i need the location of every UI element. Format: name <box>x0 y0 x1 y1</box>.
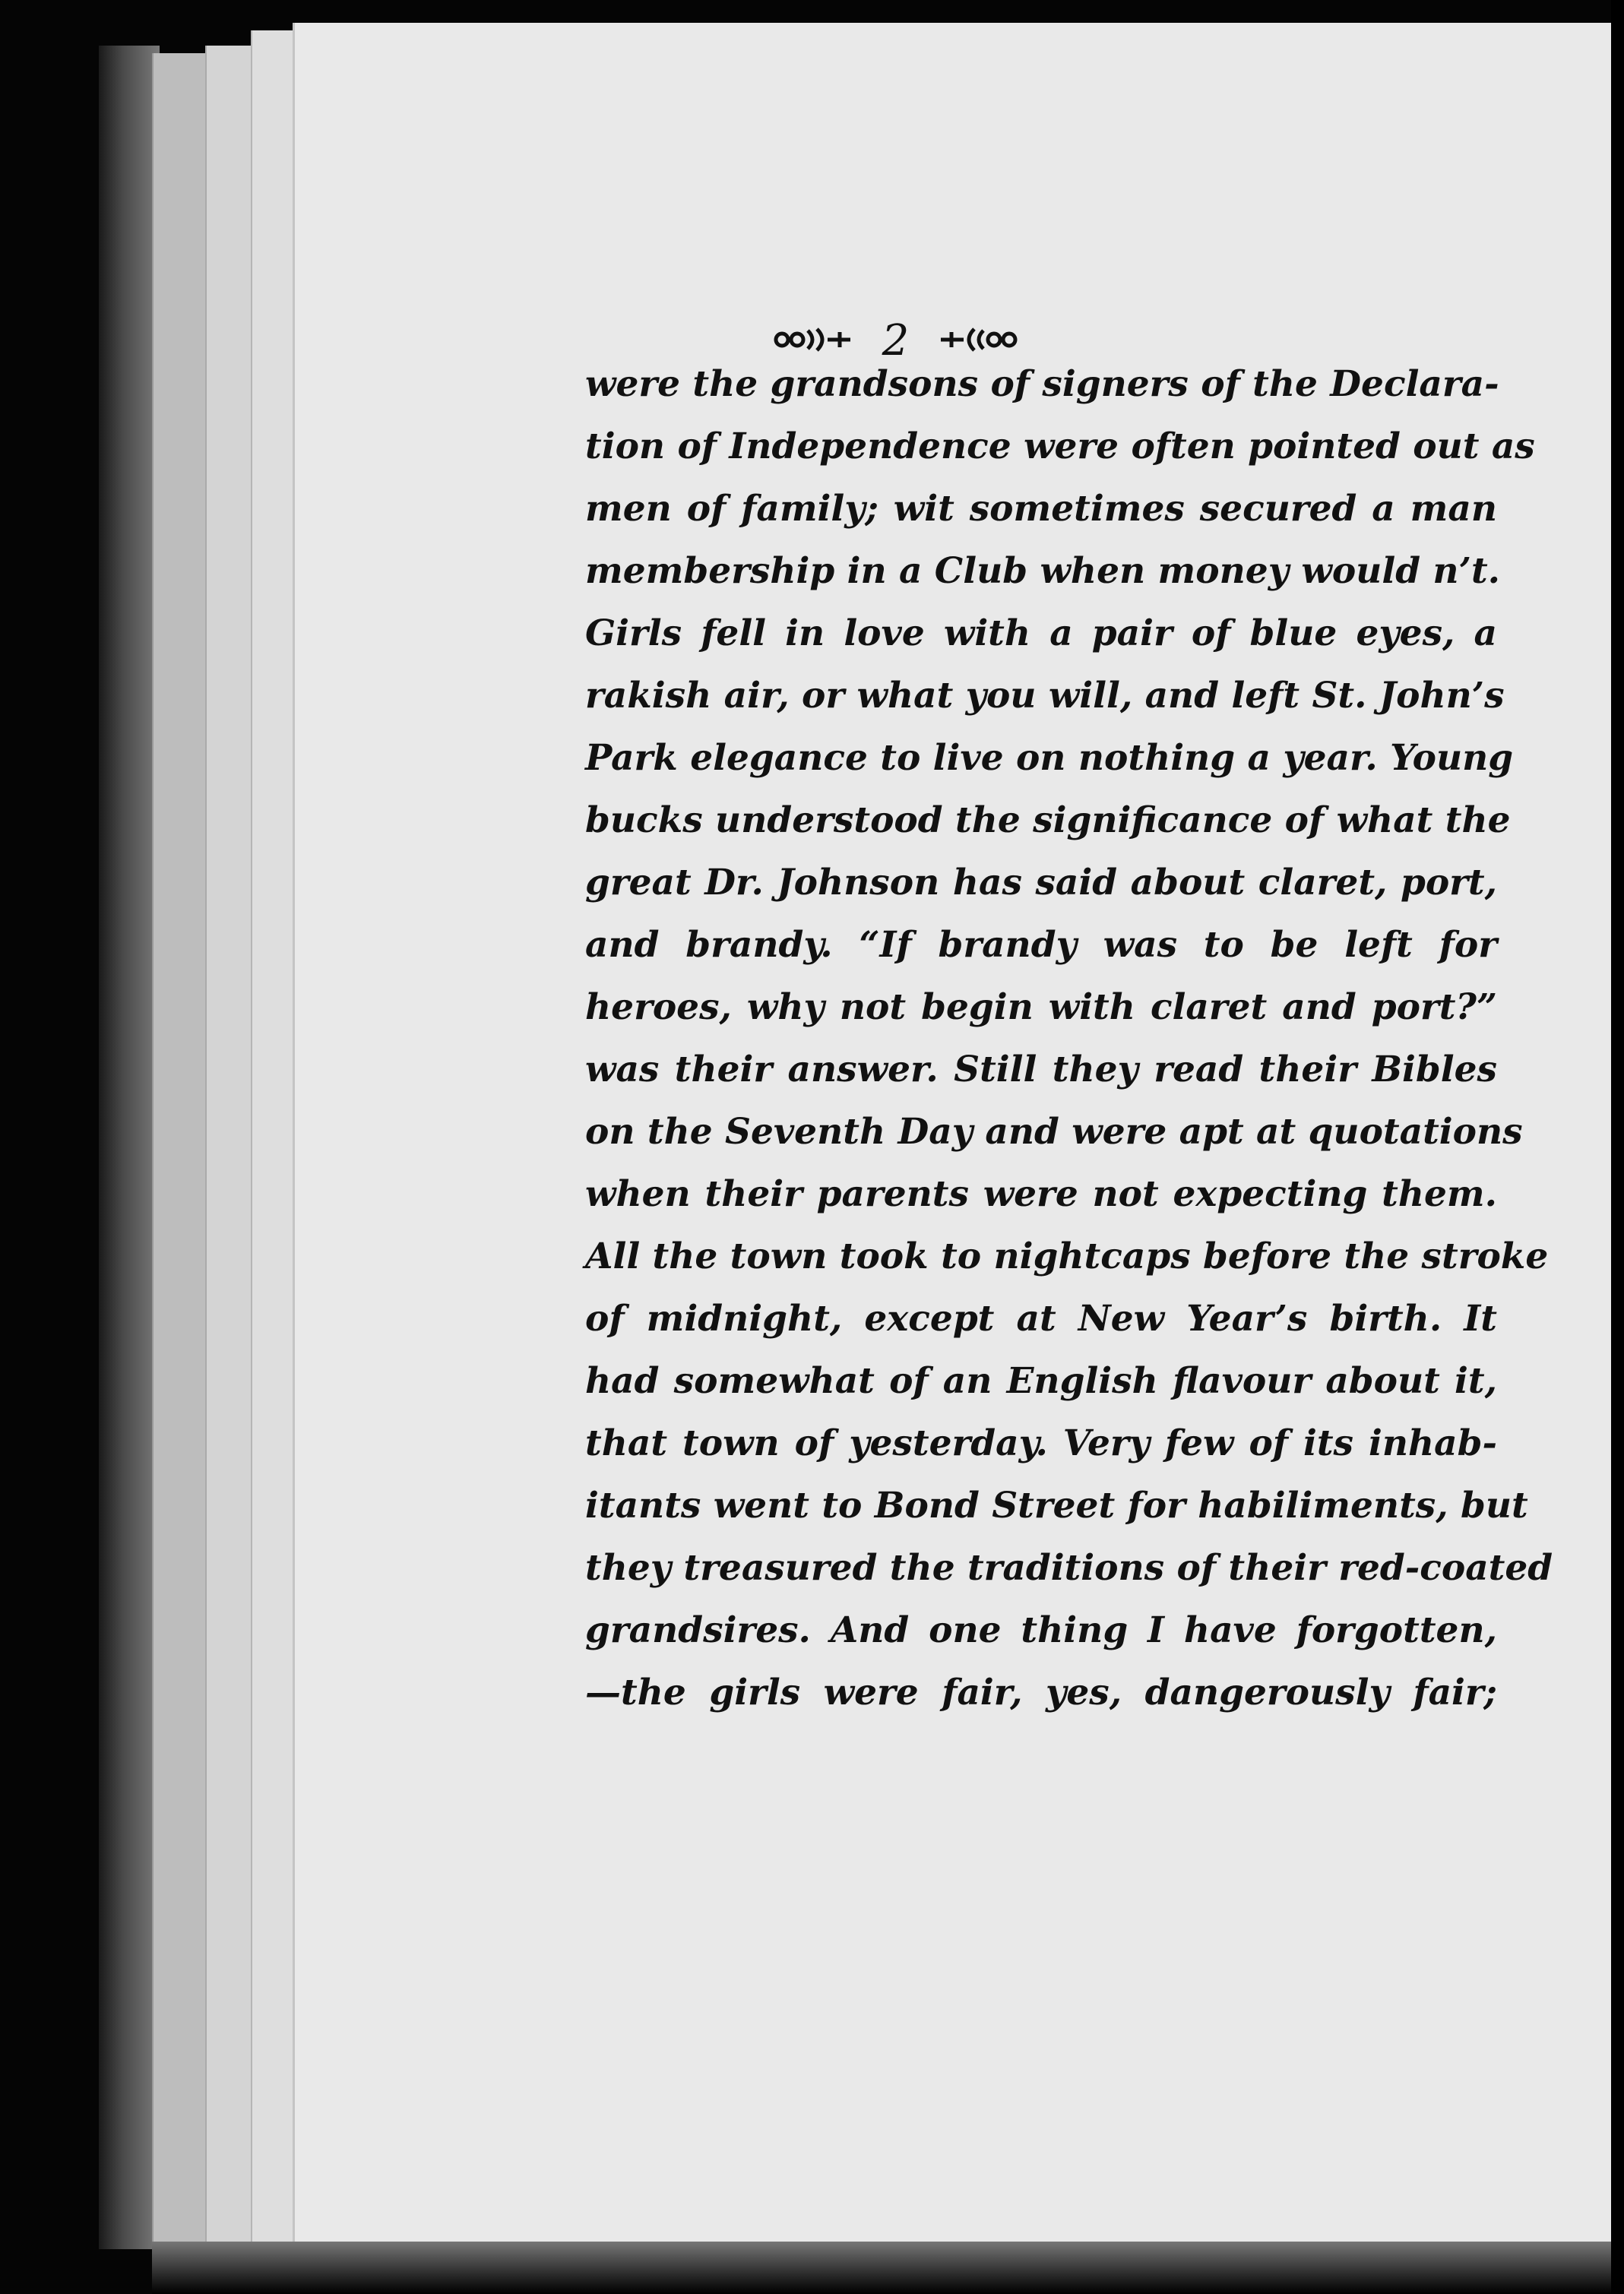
text-line: were the grandsons of signers of the Declara- <box>585 363 1499 405</box>
text-line: of midnight, except at New Year’s birth. It <box>585 1298 1497 1340</box>
text-line: membership in a Club when money would n’t. <box>585 550 1501 592</box>
text-line: All the town took to nightcaps before the stroke <box>585 1236 1549 1277</box>
body-text <box>585 353 1553 1724</box>
text-line: they treasured the traditions of their red-coated <box>585 1547 1553 1589</box>
text-line: Park elegance to live on nothing a year. Young <box>585 737 1514 779</box>
text-line: rakish air, or what you will, and left St. John’s <box>585 675 1505 717</box>
text-line: that town of yesterday. Very few of its inhab- <box>585 1422 1497 1464</box>
text-line: bucks understood the significance of what the <box>585 799 1511 841</box>
scan-bottom-edge <box>152 2242 1611 2294</box>
page-number: 2 <box>882 315 910 365</box>
text-line: itants went to Bond Street for habiliments, but <box>585 1485 1528 1527</box>
text-line: when their parents were not expecting them. <box>585 1173 1497 1215</box>
text-line: tion of Independence were often pointed out as <box>585 426 1535 467</box>
binding-shadow <box>99 46 160 2249</box>
text-line: heroes, why not begin with claret and port?” <box>585 986 1497 1028</box>
text-line: men of family; wit sometimes secured a man <box>585 488 1497 530</box>
text-line: on the Seventh Day and were apt at quotations <box>585 1111 1523 1153</box>
text-line: was their answer. Still they read their Bibles <box>585 1049 1497 1090</box>
text-line: grandsires. And one thing I have forgotten, <box>585 1609 1497 1651</box>
text-line: had somewhat of an English flavour about it, <box>585 1360 1497 1402</box>
text-line: and brandy. “If brandy was to be left for <box>585 924 1497 966</box>
text-line: great Dr. Johnson has said about claret, port, <box>585 862 1497 903</box>
text-line: —the girls were fair, yes, dangerously fair; <box>585 1672 1497 1713</box>
text-line: Girls fell in love with a pair of blue eyes, a <box>585 612 1497 654</box>
